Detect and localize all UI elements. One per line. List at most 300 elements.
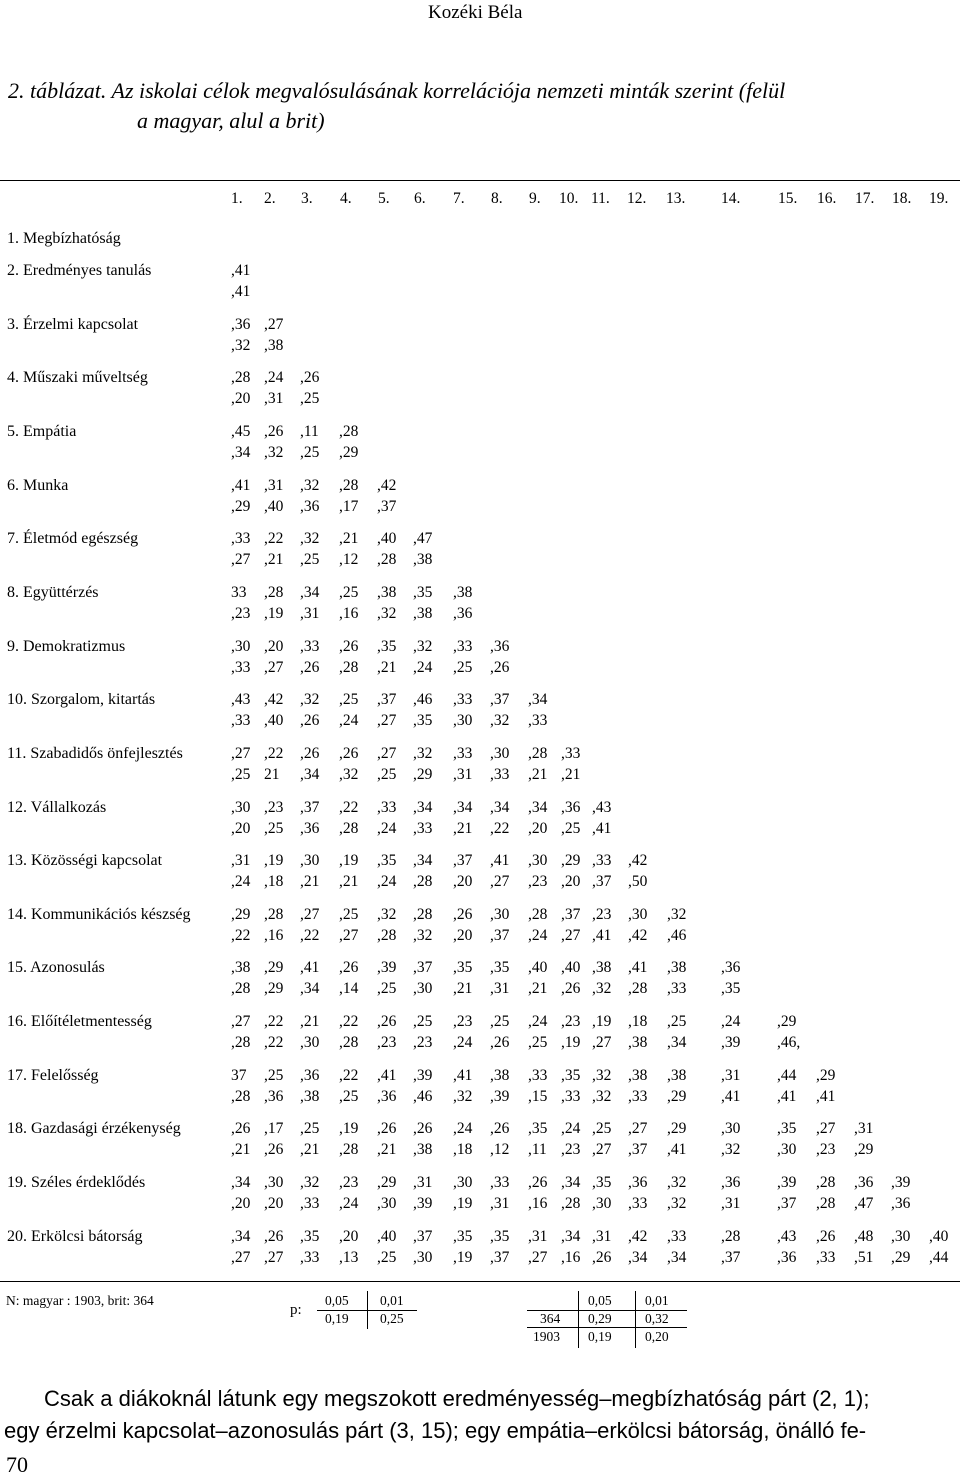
- sig-divider-1: [578, 1291, 579, 1348]
- row-label: 10. Szorgalom, kitartás: [7, 691, 156, 708]
- cell-british: ,11: [528, 1141, 547, 1158]
- cell-hungarian: ,40: [528, 959, 548, 976]
- cell-british: ,29: [854, 1141, 874, 1158]
- cell-british: ,33: [628, 1088, 648, 1105]
- cell-hungarian: ,27: [231, 1013, 251, 1030]
- cell-british: ,28: [377, 551, 397, 568]
- sig-row1-n: 364: [540, 1311, 561, 1326]
- cell-hungarian: ,37: [413, 959, 433, 976]
- cell-british: ,33: [300, 1249, 320, 1266]
- column-header: 5.: [378, 190, 390, 207]
- caption-line-1: 2. táblázat. Az iskolai célok megvalósulásának korrelációja nemzeti minták szerint (felül: [8, 78, 786, 103]
- column-header: 7.: [453, 190, 465, 207]
- cell-british: ,26: [592, 1249, 612, 1266]
- cell-british: ,20: [528, 820, 548, 837]
- p-row1-b: 0,01: [380, 1293, 404, 1308]
- cell-hungarian: ,32: [667, 906, 687, 923]
- cell-british: ,25: [453, 659, 473, 676]
- cell-hungarian: ,21: [339, 530, 359, 547]
- cell-british: ,24: [453, 1034, 473, 1051]
- cell-british: ,35: [413, 712, 433, 729]
- sig-hdr-b: 0,01: [645, 1293, 669, 1308]
- cell-british: ,24: [528, 927, 548, 944]
- cell-hungarian: ,19: [339, 852, 359, 869]
- cell-hungarian: ,40: [561, 959, 581, 976]
- cell-british: ,37: [777, 1195, 797, 1212]
- cell-british: ,38: [413, 605, 433, 622]
- cell-british: ,24: [413, 659, 433, 676]
- cell-hungarian: ,34: [413, 852, 433, 869]
- cell-british: ,20: [264, 1195, 284, 1212]
- cell-hungarian: ,36: [490, 638, 510, 655]
- cell-hungarian: ,26: [528, 1174, 548, 1191]
- cell-british: ,29: [413, 766, 433, 783]
- cell-british: ,37: [721, 1249, 741, 1266]
- cell-hungarian: ,26: [339, 638, 359, 655]
- cell-hungarian: ,38: [490, 1067, 510, 1084]
- cell-hungarian: ,32: [300, 530, 320, 547]
- cell-british: ,22: [264, 1034, 284, 1051]
- sig-rule-2: [527, 1327, 687, 1328]
- cell-hungarian: ,31: [231, 852, 251, 869]
- page-number: 70: [6, 1452, 28, 1477]
- row-label: 20. Erkölcsi bátorság: [7, 1228, 143, 1245]
- p-label: p:: [290, 1302, 302, 1318]
- cell-british: ,36: [300, 498, 320, 515]
- cell-british: ,36: [300, 820, 320, 837]
- cell-hungarian: ,33: [592, 852, 612, 869]
- cell-hungarian: ,31: [528, 1228, 548, 1245]
- cell-british: ,21: [377, 659, 397, 676]
- cell-british: ,32: [667, 1195, 687, 1212]
- cell-british: ,38: [413, 551, 433, 568]
- cell-british: ,33: [528, 712, 548, 729]
- cell-british: ,40: [264, 712, 284, 729]
- row-label: 2. Eredményes tanulás: [7, 262, 152, 279]
- cell-british: ,38: [413, 1141, 433, 1158]
- cell-hungarian: ,34: [490, 799, 510, 816]
- cell-hungarian: ,31: [854, 1120, 874, 1137]
- cell-british: ,44: [929, 1249, 949, 1266]
- row-label: 11. Szabadidős önfejlesztés: [7, 745, 183, 762]
- column-header: 1.: [231, 190, 243, 207]
- column-header: 8.: [491, 190, 503, 207]
- cell-british: ,37: [592, 873, 612, 890]
- cell-hungarian: ,35: [490, 1228, 510, 1245]
- cell-british: ,19: [561, 1034, 581, 1051]
- cell-hungarian: ,34: [413, 799, 433, 816]
- cell-hungarian: ,34: [561, 1174, 581, 1191]
- sig-row1-b: 0,32: [645, 1311, 669, 1326]
- cell-hungarian: ,30: [891, 1228, 911, 1245]
- cell-hungarian: ,35: [300, 1228, 320, 1245]
- cell-british: ,36: [377, 1088, 397, 1105]
- cell-hungarian: ,27: [264, 316, 284, 333]
- cell-british: ,17: [339, 498, 359, 515]
- cell-hungarian: ,30: [264, 1174, 284, 1191]
- cell-hungarian: ,29: [561, 852, 581, 869]
- cell-british: ,21: [561, 766, 581, 783]
- p-underline: [317, 1310, 417, 1311]
- cell-hungarian: ,38: [377, 584, 397, 601]
- cell-hungarian: ,36: [300, 1067, 320, 1084]
- cell-british: ,25: [377, 1249, 397, 1266]
- cell-british: ,41: [721, 1088, 741, 1105]
- cell-british: ,28: [377, 927, 397, 944]
- cell-british: ,51: [854, 1249, 874, 1266]
- cell-british: ,32: [413, 927, 433, 944]
- cell-british: ,34: [231, 444, 251, 461]
- cell-hungarian: ,28: [413, 906, 433, 923]
- cell-hungarian: ,30: [453, 1174, 473, 1191]
- cell-british: ,22: [231, 927, 251, 944]
- cell-british: ,27: [264, 659, 284, 676]
- cell-hungarian: ,28: [816, 1174, 836, 1191]
- cell-hungarian: ,27: [628, 1120, 648, 1137]
- cell-hungarian: ,29: [667, 1120, 687, 1137]
- cell-british: ,14: [339, 980, 359, 997]
- cell-british: ,18: [453, 1141, 473, 1158]
- cell-british: ,21: [453, 980, 473, 997]
- cell-british: ,24: [339, 712, 359, 729]
- cell-british: ,26: [490, 1034, 510, 1051]
- cell-british: ,31: [453, 766, 473, 783]
- cell-british: ,21: [377, 1141, 397, 1158]
- cell-british: ,23: [231, 605, 251, 622]
- cell-hungarian: ,30: [490, 906, 510, 923]
- cell-british: ,46: [413, 1088, 433, 1105]
- cell-hungarian: ,33: [453, 745, 473, 762]
- caption-line-2: a magyar, alul a brit): [137, 108, 325, 133]
- cell-hungarian: ,42: [628, 1228, 648, 1245]
- cell-hungarian: ,25: [264, 1067, 284, 1084]
- cell-hungarian: ,24: [528, 1013, 548, 1030]
- cell-hungarian: ,18: [628, 1013, 648, 1030]
- cell-british: ,16: [561, 1249, 581, 1266]
- cell-hungarian: ,32: [413, 638, 433, 655]
- cell-hungarian: ,26: [339, 959, 359, 976]
- cell-british: ,23: [528, 873, 548, 890]
- cell-hungarian: ,35: [377, 852, 397, 869]
- cell-hungarian: ,41: [300, 959, 320, 976]
- column-header: 9.: [529, 190, 541, 207]
- cell-hungarian: ,34: [561, 1228, 581, 1245]
- cell-hungarian: ,39: [777, 1174, 797, 1191]
- cell-hungarian: ,32: [592, 1067, 612, 1084]
- cell-hungarian: ,26: [377, 1013, 397, 1030]
- row-label: 1. Megbízhatóság: [7, 230, 121, 247]
- p-row2-a: 0,19: [325, 1311, 349, 1326]
- cell-hungarian: ,32: [413, 745, 433, 762]
- cell-british: ,25: [561, 820, 581, 837]
- cell-hungarian: ,44: [777, 1067, 797, 1084]
- cell-hungarian: ,33: [231, 530, 251, 547]
- cell-british: ,38: [628, 1034, 648, 1051]
- cell-british: ,41: [777, 1088, 797, 1105]
- cell-hungarian: ,35: [453, 959, 473, 976]
- cell-hungarian: ,25: [667, 1013, 687, 1030]
- cell-hungarian: ,29: [816, 1067, 836, 1084]
- cell-british: ,38: [300, 1088, 320, 1105]
- cell-hungarian: ,33: [561, 745, 581, 762]
- cell-hungarian: ,27: [377, 745, 397, 762]
- cell-british: ,15: [528, 1088, 548, 1105]
- cell-hungarian: ,36: [231, 316, 251, 333]
- cell-british: ,21: [339, 873, 359, 890]
- cell-british: ,27: [592, 1034, 612, 1051]
- cell-british: ,41: [592, 927, 612, 944]
- cell-british: ,24: [339, 1195, 359, 1212]
- cell-hungarian: ,30: [300, 852, 320, 869]
- cell-hungarian: ,41: [231, 477, 251, 494]
- cell-hungarian: ,39: [413, 1067, 433, 1084]
- cell-hungarian: ,28: [528, 906, 548, 923]
- cell-hungarian: ,23: [561, 1013, 581, 1030]
- cell-hungarian: ,35: [453, 1228, 473, 1245]
- cell-hungarian: ,34: [528, 799, 548, 816]
- cell-hungarian: ,42: [628, 852, 648, 869]
- cell-british: ,31: [264, 390, 284, 407]
- cell-hungarian: ,33: [453, 691, 473, 708]
- cell-british: ,35: [721, 980, 741, 997]
- row-label: 5. Empátia: [7, 423, 77, 440]
- cell-hungarian: ,26: [453, 906, 473, 923]
- cell-british: ,13: [339, 1249, 359, 1266]
- cell-hungarian: ,38: [231, 959, 251, 976]
- cell-british: ,29: [231, 498, 251, 515]
- cell-hungarian: ,20: [264, 638, 284, 655]
- cell-hungarian: ,23: [453, 1013, 473, 1030]
- cell-british: ,50: [628, 873, 648, 890]
- cell-hungarian: ,35: [413, 584, 433, 601]
- cell-hungarian: ,23: [339, 1174, 359, 1191]
- cell-hungarian: ,40: [377, 1228, 397, 1245]
- cell-hungarian: ,34: [231, 1174, 251, 1191]
- cell-hungarian: ,19: [592, 1013, 612, 1030]
- cell-british: ,16: [264, 927, 284, 944]
- cell-hungarian: ,38: [628, 1067, 648, 1084]
- cell-british: ,27: [231, 551, 251, 568]
- cell-hungarian: ,35: [377, 638, 397, 655]
- cell-british: ,25: [300, 390, 320, 407]
- cell-british: ,27: [377, 712, 397, 729]
- cell-british: ,41: [592, 820, 612, 837]
- cell-hungarian: ,22: [264, 1013, 284, 1030]
- row-label: 16. Előítéletmentesség: [7, 1013, 152, 1030]
- cell-hungarian: ,34: [231, 1228, 251, 1245]
- cell-hungarian: ,32: [300, 691, 320, 708]
- column-header: 12.: [627, 190, 647, 207]
- body-line-1: Csak a diákoknál látunk egy megszokott eredményesség–megbízhatóság párt (2, 1);: [44, 1386, 870, 1411]
- cell-hungarian: ,38: [667, 1067, 687, 1084]
- cell-hungarian: ,23: [592, 906, 612, 923]
- cell-hungarian: ,48: [854, 1228, 874, 1245]
- cell-hungarian: ,33: [667, 1228, 687, 1245]
- cell-hungarian: ,41: [628, 959, 648, 976]
- cell-british: ,32: [490, 712, 510, 729]
- cell-british: ,25: [231, 766, 251, 783]
- cell-british: ,32: [592, 1088, 612, 1105]
- cell-british: ,41: [667, 1141, 687, 1158]
- cell-hungarian: ,33: [300, 638, 320, 655]
- cell-british: ,30: [413, 1249, 433, 1266]
- cell-british: ,34: [667, 1034, 687, 1051]
- cell-british: ,37: [490, 927, 510, 944]
- cell-hungarian: ,41: [231, 262, 251, 279]
- column-header: 2.: [264, 190, 276, 207]
- cell-british: ,29: [891, 1249, 911, 1266]
- cell-hungarian: ,33: [490, 1174, 510, 1191]
- cell-british: ,30: [377, 1195, 397, 1212]
- cell-hungarian: ,26: [264, 1228, 284, 1245]
- cell-hungarian: ,38: [667, 959, 687, 976]
- cell-british: ,36: [891, 1195, 911, 1212]
- cell-hungarian: ,35: [777, 1120, 797, 1137]
- cell-british: ,23: [413, 1034, 433, 1051]
- cell-british: ,30: [300, 1034, 320, 1051]
- cell-british: ,25: [377, 980, 397, 997]
- cell-hungarian: ,33: [377, 799, 397, 816]
- cell-hungarian: ,31: [413, 1174, 433, 1191]
- cell-hungarian: ,34: [528, 691, 548, 708]
- cell-hungarian: ,24: [453, 1120, 473, 1137]
- sig-rule-1: [527, 1310, 687, 1311]
- cell-british: ,20: [453, 873, 473, 890]
- cell-hungarian: ,32: [667, 1174, 687, 1191]
- column-header: 3.: [301, 190, 313, 207]
- cell-hungarian: ,36: [854, 1174, 874, 1191]
- cell-british: ,31: [490, 980, 510, 997]
- cell-hungarian: ,26: [413, 1120, 433, 1137]
- cell-hungarian: ,43: [777, 1228, 797, 1245]
- cell-british: ,33: [231, 712, 251, 729]
- cell-british: ,32: [264, 444, 284, 461]
- cell-british: ,30: [413, 980, 433, 997]
- cell-british: ,32: [377, 605, 397, 622]
- cell-british: ,25: [377, 766, 397, 783]
- cell-hungarian: ,28: [264, 906, 284, 923]
- cell-british: ,30: [777, 1141, 797, 1158]
- cell-hungarian: ,26: [377, 1120, 397, 1137]
- row-label: 3. Érzelmi kapcsolat: [7, 316, 139, 333]
- sig-row1-a: 0,29: [588, 1311, 612, 1326]
- cell-british: ,41: [816, 1088, 836, 1105]
- cell-hungarian: ,32: [377, 906, 397, 923]
- cell-hungarian: ,28: [339, 477, 359, 494]
- cell-hungarian: ,26: [264, 423, 284, 440]
- cell-british: ,23: [377, 1034, 397, 1051]
- cell-british: ,28: [339, 820, 359, 837]
- cell-hungarian: ,25: [339, 691, 359, 708]
- cell-british: ,21: [528, 766, 548, 783]
- cell-british: ,12: [490, 1141, 510, 1158]
- cell-british: 21: [264, 766, 280, 783]
- cell-british: ,20: [231, 1195, 251, 1212]
- cell-hungarian: ,30: [231, 638, 251, 655]
- cell-hungarian: ,25: [339, 584, 359, 601]
- cell-hungarian: ,40: [929, 1228, 949, 1245]
- cell-hungarian: ,37: [561, 906, 581, 923]
- cell-british: ,18: [264, 873, 284, 890]
- cell-british: ,16: [339, 605, 359, 622]
- cell-british: ,20: [231, 390, 251, 407]
- cell-british: ,28: [231, 1088, 251, 1105]
- cell-british: ,19: [453, 1195, 473, 1212]
- cell-british: ,29: [264, 980, 284, 997]
- cell-british: ,27: [339, 927, 359, 944]
- cell-hungarian: ,43: [231, 691, 251, 708]
- cell-hungarian: ,11: [300, 423, 319, 440]
- cell-hungarian: ,25: [490, 1013, 510, 1030]
- cell-british: ,37: [377, 498, 397, 515]
- cell-british: ,36: [777, 1249, 797, 1266]
- cell-british: ,32: [231, 337, 251, 354]
- cell-british: ,33: [413, 820, 433, 837]
- cell-hungarian: ,22: [339, 1067, 359, 1084]
- cell-hungarian: ,36: [561, 799, 581, 816]
- cell-british: ,39: [490, 1088, 510, 1105]
- cell-hungarian: ,37: [300, 799, 320, 816]
- cell-hungarian: ,22: [264, 745, 284, 762]
- cell-british: ,26: [490, 659, 510, 676]
- cell-british: ,38: [264, 337, 284, 354]
- cell-hungarian: ,26: [339, 745, 359, 762]
- cell-british: ,12: [339, 551, 359, 568]
- cell-british: ,36: [453, 605, 473, 622]
- cell-hungarian: 37: [231, 1067, 247, 1084]
- cell-hungarian: ,32: [300, 477, 320, 494]
- cell-hungarian: ,30: [231, 799, 251, 816]
- cell-hungarian: ,40: [377, 530, 397, 547]
- row-label: 14. Kommunikációs készség: [7, 906, 191, 923]
- cell-british: ,25: [528, 1034, 548, 1051]
- cell-british: ,28: [561, 1195, 581, 1212]
- cell-hungarian: ,29: [777, 1013, 797, 1030]
- cell-british: ,32: [721, 1141, 741, 1158]
- column-header: 19.: [929, 190, 949, 207]
- cell-british: ,25: [300, 444, 320, 461]
- row-label: 4. Műszaki műveltség: [7, 369, 148, 386]
- cell-british: ,36: [264, 1088, 284, 1105]
- row-label: 6. Munka: [7, 477, 69, 494]
- cell-hungarian: ,22: [264, 530, 284, 547]
- cell-british: ,27: [528, 1249, 548, 1266]
- cell-hungarian: ,38: [592, 959, 612, 976]
- cell-hungarian: ,45: [231, 423, 251, 440]
- cell-hungarian: ,22: [339, 799, 359, 816]
- cell-hungarian: ,22: [339, 1013, 359, 1030]
- cell-hungarian: ,28: [264, 584, 284, 601]
- cell-hungarian: ,35: [528, 1120, 548, 1137]
- cell-british: ,46: [667, 927, 687, 944]
- sig-row2-b: 0,20: [645, 1329, 669, 1344]
- cell-british: ,27: [231, 1249, 251, 1266]
- column-header: 15.: [778, 190, 798, 207]
- sig-row2-n: 1903: [533, 1329, 560, 1344]
- cell-hungarian: ,36: [721, 959, 741, 976]
- cell-british: ,33: [561, 1088, 581, 1105]
- cell-hungarian: ,25: [592, 1120, 612, 1137]
- cell-hungarian: ,41: [453, 1067, 473, 1084]
- cell-hungarian: ,17: [264, 1120, 284, 1137]
- cell-british: ,28: [816, 1195, 836, 1212]
- column-header: 17.: [855, 190, 875, 207]
- cell-hungarian: ,29: [231, 906, 251, 923]
- cell-british: ,34: [667, 1249, 687, 1266]
- cell-british: ,31: [721, 1195, 741, 1212]
- cell-british: ,24: [377, 820, 397, 837]
- row-label: 12. Vállalkozás: [7, 799, 107, 816]
